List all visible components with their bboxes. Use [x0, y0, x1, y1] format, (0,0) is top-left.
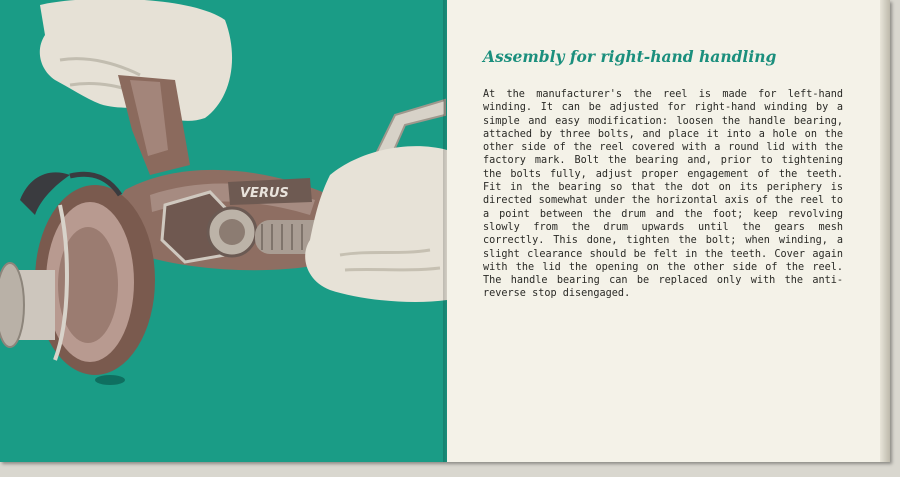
reel-brand-mark: VERUS [240, 186, 289, 201]
left-page-illustration-panel [0, 0, 447, 462]
reel-photo-illustration [0, 0, 447, 462]
page-heading: Assembly for right-hand handling [483, 47, 777, 66]
instructions-paragraph: At the manufacturer's the reel is made for left-hand winding. It can be adjusted for right-hand winding by a simple and easy modification: loosen the handle bearing, attached by three bolts, and place it into a hole on the other side of the reel covered with a round lid with the factory mark. Bolt the bearing and, prior to tightening the bolts fully, adjust proper engagement of the teeth. Fit in the bearing so that the dot on its periphery is directed somewhat under the horizontal axis of the reel to a point between the drum and the foot; keep revolving slowly from the drum upwards until the gears mesh correctly. This done, tighten the bolt; when winding, a slight clearance should be felt in the teeth. Cover again with the lid the opening on the other side of the reel. The handle bearing can be replaced only with the anti-reverse stop disengaged. [483, 89, 843, 300]
page-edge [880, 0, 890, 462]
